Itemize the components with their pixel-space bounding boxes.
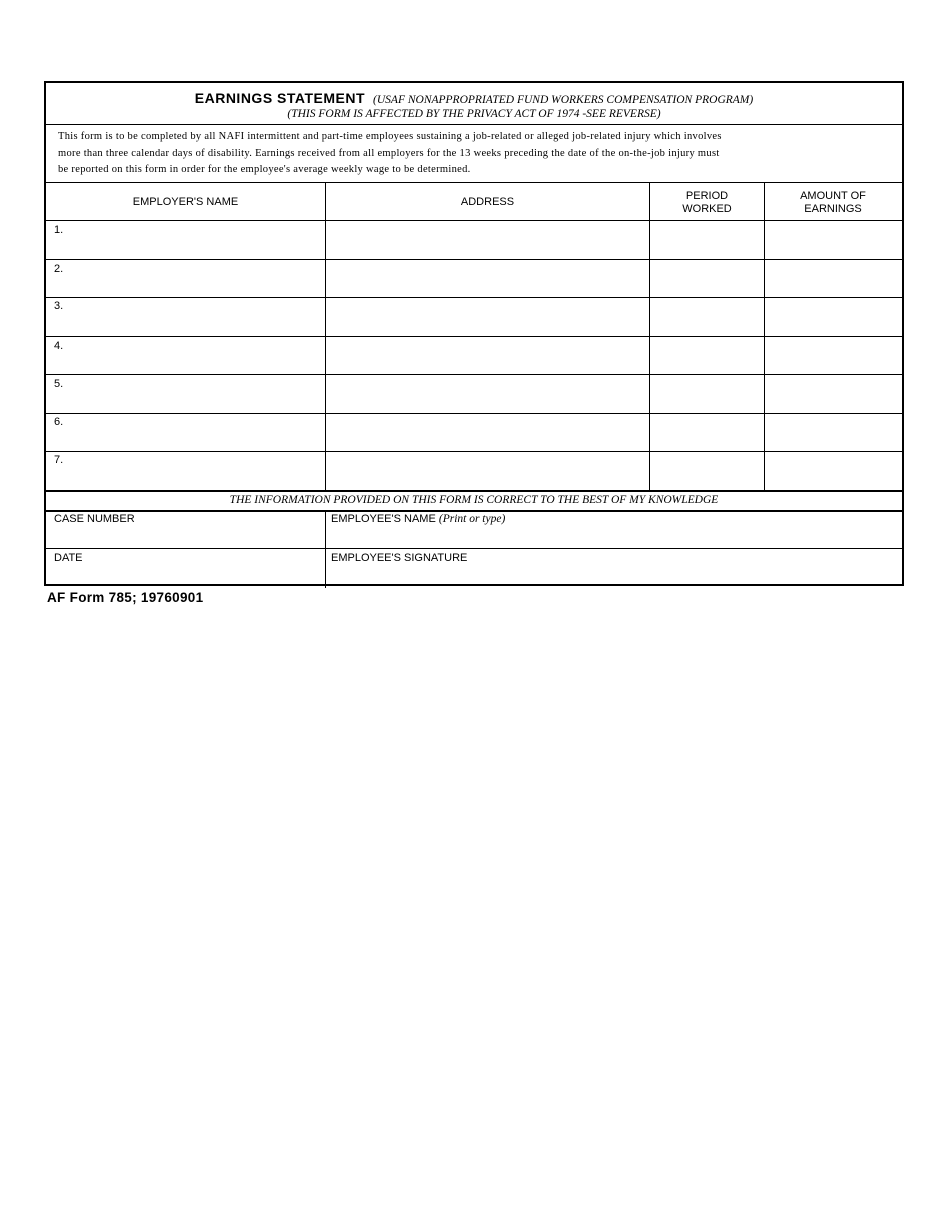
divider [46,413,902,414]
row-number: 5. [54,378,64,390]
column-divider [649,182,650,491]
instructions-line-2: more than three calendar days of disability. Earnings received from all employers for the 13 weeks preceding the date of the on-the-job injury must [58,147,720,159]
form-title: EARNINGS STATEMENT [194,90,366,106]
divider [46,374,902,375]
row-number: 4. [54,340,64,352]
program-name: (USAF NONAPPROPRIATED FUND WORKERS COMPENSATION PROGRAM) [373,94,754,106]
divider [46,490,902,492]
row-number: 7. [54,454,64,466]
employee-name-hint: (Print or type) [438,513,506,525]
col-amount-of-earnings: AMOUNT OF EARNINGS [800,189,866,215]
column-divider [325,182,326,491]
divider [46,510,902,512]
col-address: ADDRESS [460,196,515,208]
earnings-statement-form [44,81,904,586]
instructions-line-3: be reported on this form in order for the employee's average weekly wage to be determined. [58,164,471,175]
privacy-note: (THIS FORM IS AFFECTED BY THE PRIVACY ACT OF 1974 -SEE REVERSE) [287,108,661,120]
column-divider [325,511,326,588]
date-label: DATE [54,552,83,564]
divider [46,548,902,549]
row-number: 1. [54,224,64,236]
col-period-worked: PERIOD WORKED [682,189,732,215]
employee-signature-label: EMPLOYEE'S SIGNATURE [331,552,468,564]
column-divider [764,182,765,491]
row-number: 2. [54,263,64,275]
divider [46,259,902,260]
divider [46,297,902,298]
col-employer-name: EMPLOYER'S NAME [132,196,239,208]
form-number: AF Form 785; 19760901 [47,590,204,605]
row-number: 6. [54,416,64,428]
instructions-line-1: This form is to be completed by all NAFI intermittent and part-time employees sustaining a job-related or alleged job-related injury which involves [58,131,722,142]
instructions [58,129,788,179]
case-number-label: CASE NUMBER [54,513,135,525]
employee-name-text: EMPLOYEE'S NAME [331,513,436,525]
row-number: 3. [54,300,64,312]
certification-statement: THE INFORMATION PROVIDED ON THIS FORM IS CORRECT TO THE BEST OF MY KNOWLEDGE [229,494,719,506]
employee-name-label [331,513,505,525]
divider [46,336,902,337]
form-header [46,83,902,125]
divider [46,451,902,452]
